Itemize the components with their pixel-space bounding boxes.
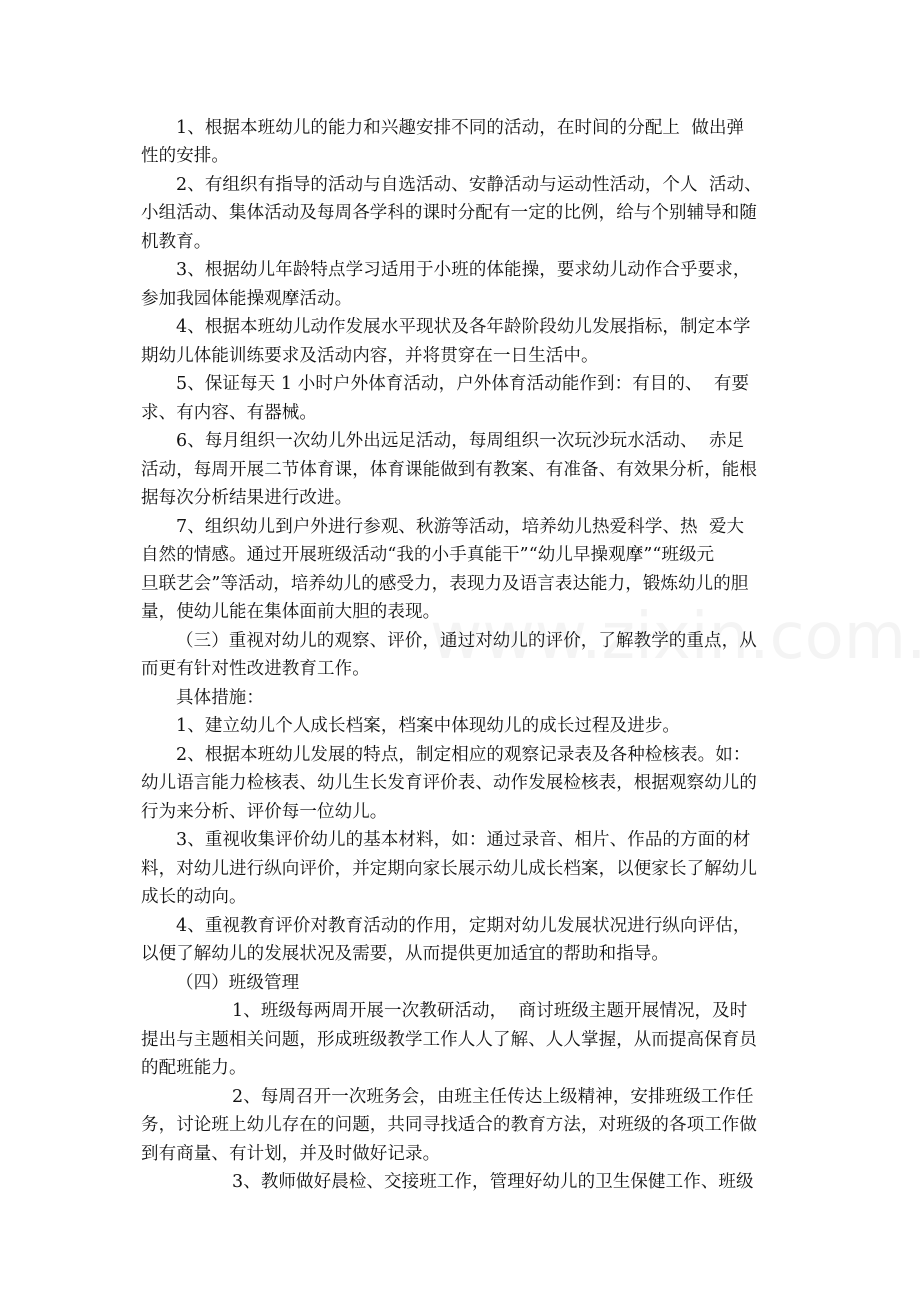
paragraph-line: 性的安排。: [141, 146, 229, 166]
paragraph-line: 幼儿语言能力检核表、幼儿生长发育评价表、动作发展检核表，根据观察幼儿的: [141, 773, 757, 793]
paragraph-line: 而更有针对性改进教育工作。: [141, 659, 370, 679]
paragraph-line: 行为来分析、评价每一位幼儿。: [141, 802, 388, 822]
paragraph-line: 成长的动向。: [141, 887, 247, 907]
paragraph-line: 6、每月组织一次幼儿外出远足活动，每周组织一次玩沙玩水活动、 赤足: [176, 431, 745, 451]
paragraph-line: 参加我园体能操观摩活动。: [141, 289, 353, 309]
paragraph-line: 4、重视教育评价对教育活动的作用，定期对幼儿发展状况进行纵向评估，: [176, 916, 751, 936]
paragraph-line: 5、保证每天 1 小时户外体育活动，户外体育活动能作到：有目的、 有要: [176, 374, 750, 394]
paragraph-line: 期幼儿体能训练要求及活动内容，并将贯穿在一日生活中。: [141, 346, 599, 366]
paragraph-line: 提出与主题相关问题，形成班级教学工作人人了解、人人掌握，从而提高保育员: [141, 1030, 757, 1050]
paragraph-line: 4、根据本班幼儿动作发展水平现状及各年龄阶段幼儿发展指标，制定本学: [176, 317, 751, 337]
paragraph-line: 量，使幼儿能在集体面前大胆的表现。: [141, 602, 441, 622]
paragraph-line: 务，讨论班上幼儿存在的问题，共同寻找适合的教育方法，对班级的各项工作做: [141, 1115, 757, 1135]
paragraph-line: 据每次分析结果进行改进。: [141, 488, 353, 508]
paragraph-line: 活动，每周开展二节体育课，体育课能做到有教案、有准备、有效果分析，能根: [141, 460, 757, 480]
section-heading: （三）重视对幼儿的观察、评价，通过对幼儿的评价，了解教学的重点，从: [176, 631, 757, 651]
section-heading: （四）班级管理: [176, 973, 300, 993]
paragraph-line: 旦联艺会”等活动，培养幼儿的感受力，表现力及语言表达能力，锻炼幼儿的胆: [141, 574, 749, 594]
paragraph-line: 机教育。: [141, 232, 212, 252]
paragraph-line: 求、有内容、有器械。: [141, 403, 317, 423]
paragraph-line: 以便了解幼儿的发展状况及需要，从而提供更加适宜的帮助和指导。: [141, 944, 669, 964]
paragraph-line: 1、班级每两周开展一次教研活动， 商讨班级主题开展情况，及时: [232, 1001, 748, 1021]
paragraph-line: 2、有组织有指导的活动与自选活动、安静活动与运动性活动，个人 活动、: [176, 175, 762, 195]
paragraph-line: 2、根据本班幼儿发展的特点，制定相应的观察记录表及各种检核表。如：: [176, 745, 751, 765]
paragraph-line: 7、组织幼儿到户外进行参观、秋游等活动，培养幼儿热爱科学、热 爱大: [176, 517, 745, 537]
paragraph-line: 2、每周召开一次班务会，由班主任传达上级精神，安排班级工作任: [232, 1087, 754, 1107]
paragraph-line: 自然的情感。通过开展班级活动“我的小手真能干”“幼儿早操观摩”“班级元: [141, 545, 715, 565]
paragraph-line: 3、重视收集评价幼儿的基本材料，如：通过录音、相片、作品的方面的材: [176, 830, 751, 850]
paragraph-line: 1、建立幼儿个人成长档案，档案中体现幼儿的成长过程及进步。: [176, 716, 681, 736]
paragraph-line: 小组活动、集体活动及每周各学科的课时分配有一定的比例，给与个别辅导和随: [141, 203, 757, 223]
paragraph-line: 的配班能力。: [141, 1058, 247, 1078]
paragraph-line: 到有商量、有计划，并及时做好记录。: [141, 1144, 441, 1164]
paragraph-line: 1、根据本班幼儿的能力和兴趣安排不同的活动，在时间的分配上 做出弹: [176, 118, 745, 138]
paragraph-line: 3、教师做好晨检、交接班工作，管理好幼儿的卫生保健工作、班级: [232, 1172, 754, 1192]
paragraph-line: 料，对幼儿进行纵向评价，并定期向家长展示幼儿成长档案，以便家长了解幼儿: [141, 859, 757, 879]
paragraph-line: 3、根据幼儿年龄特点学习适用于小班的体能操，要求幼儿动作合乎要求，: [176, 260, 751, 280]
paragraph-line: 具体措施：: [176, 688, 264, 708]
